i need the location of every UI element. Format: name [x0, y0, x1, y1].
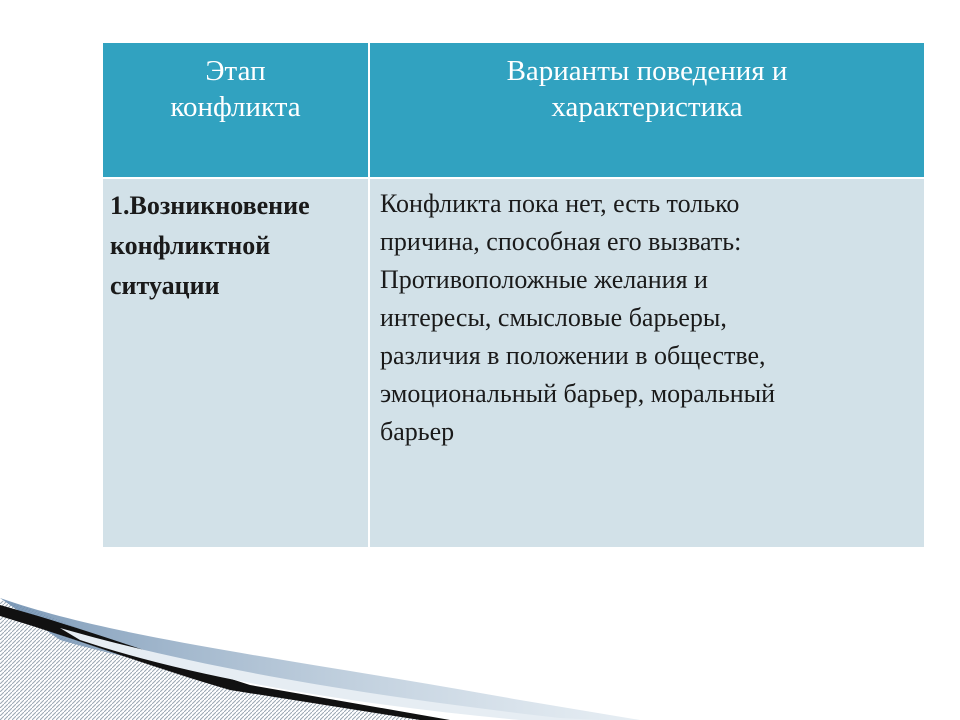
- header-behavior-line-1: Варианты поведения и: [506, 55, 788, 87]
- description-line-2: причина, способная его вызвать:: [380, 227, 742, 256]
- description-line-4: интересы, смысловые барьеры,: [380, 303, 727, 332]
- description-cell: [370, 179, 924, 547]
- description-line-6: эмоциональный барьер, моральный: [380, 379, 776, 408]
- stage-line-2: конфликтной: [110, 231, 271, 260]
- description-line-7: барьер: [380, 417, 455, 446]
- header-behavior: [370, 43, 924, 177]
- stage-line-1: 1.Возникновение: [110, 191, 310, 220]
- description-line-5: различия в положении в обществе,: [380, 341, 766, 370]
- conflict-table: [103, 43, 924, 547]
- header-behavior-line-2: характеристика: [551, 91, 743, 123]
- description-line-1: Конфликта пока нет, есть только: [380, 189, 740, 218]
- header-stage: [103, 43, 368, 177]
- description-line-3: Противоположные желания и: [380, 265, 708, 294]
- stage-line-3: ситуации: [110, 271, 220, 300]
- header-stage-line-2: конфликта: [170, 91, 301, 123]
- header-stage-line-1: Этап: [205, 55, 266, 87]
- stage-cell: [103, 179, 368, 547]
